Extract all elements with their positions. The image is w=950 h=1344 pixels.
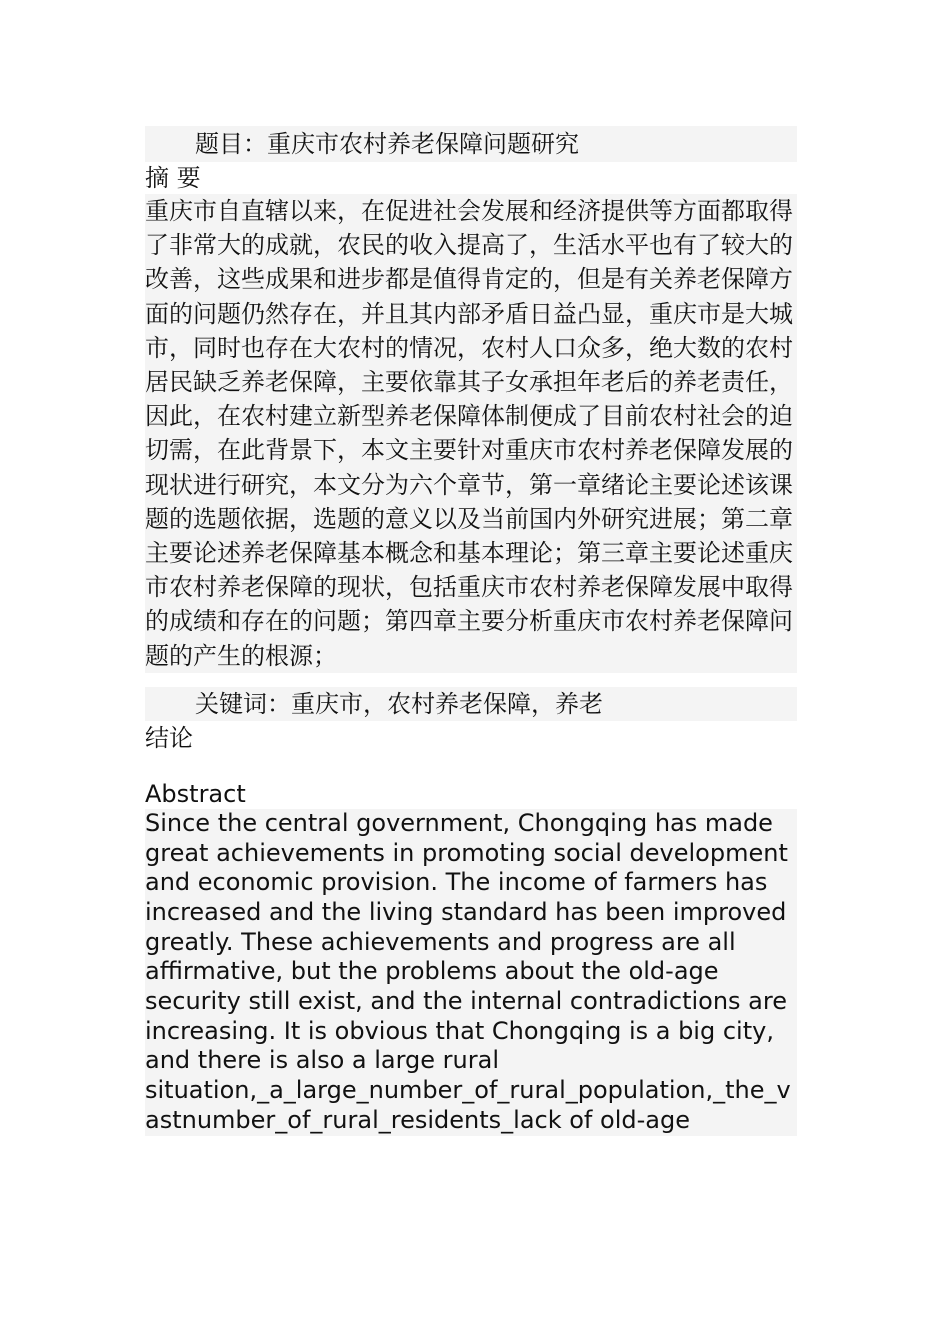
conclusion-heading-zh: 结论 [145,723,193,752]
keywords-zh: 关键词：重庆市，农村养老保障，养老 [145,687,797,721]
abstract-heading-zh: 摘 要 [145,164,201,192]
document-page [145,126,797,1136]
abstract-heading-en: Abstract [145,779,246,808]
document-title: 题目：重庆市农村养老保障问题研究 [145,126,797,162]
abstract-body-en: Since the central government, Chongqing has made great achievements in promoting social development and economic provision. The income of farmers has increased and the living standard has been improved greatly. These achievements and progress are all affirmative, but the problems about the old-age security still exist, and the internal contradictions are increasing. It is obvious that Chongqing is a big city, and there is also a large rural situation,_a_large_number_of_rural_population,_the_vastnumber_of_rural_residents_lack of old-age [145,809,797,1136]
abstract-body-zh: 重庆市自直辖以来，在促进社会发展和经济提供等方面都取得了非常大的成就，农民的收入提高了，生活水平也有了较大的改善，这些成果和进步都是值得肯定的，但是有关养老保障方面的问题仍然存在，并且其内部矛盾日益凸显，重庆市是大城市，同时也存在大农村的情况，农村人口众多，绝大数的农村居民缺乏养老保障，主要依靠其子女承担年老后的养老责任，因此，在农村建立新型养老保障体制便成了目前农村社会的迫切需，在此背景下，本文主要针对重庆市农村养老保障发展的现状进行研究，本文分为六个章节，第一章绪论主要论述该课题的选题依据，选题的意义以及当前国内外研究进展；第二章主要论述养老保障基本概念和基本理论；第三章主要论述重庆市农村养老保障的现状，包括重庆市农村养老保障发展中取得的成绩和存在的问题；第四章主要分析重庆市农村养老保障问题的产生的根源； [145,194,797,673]
